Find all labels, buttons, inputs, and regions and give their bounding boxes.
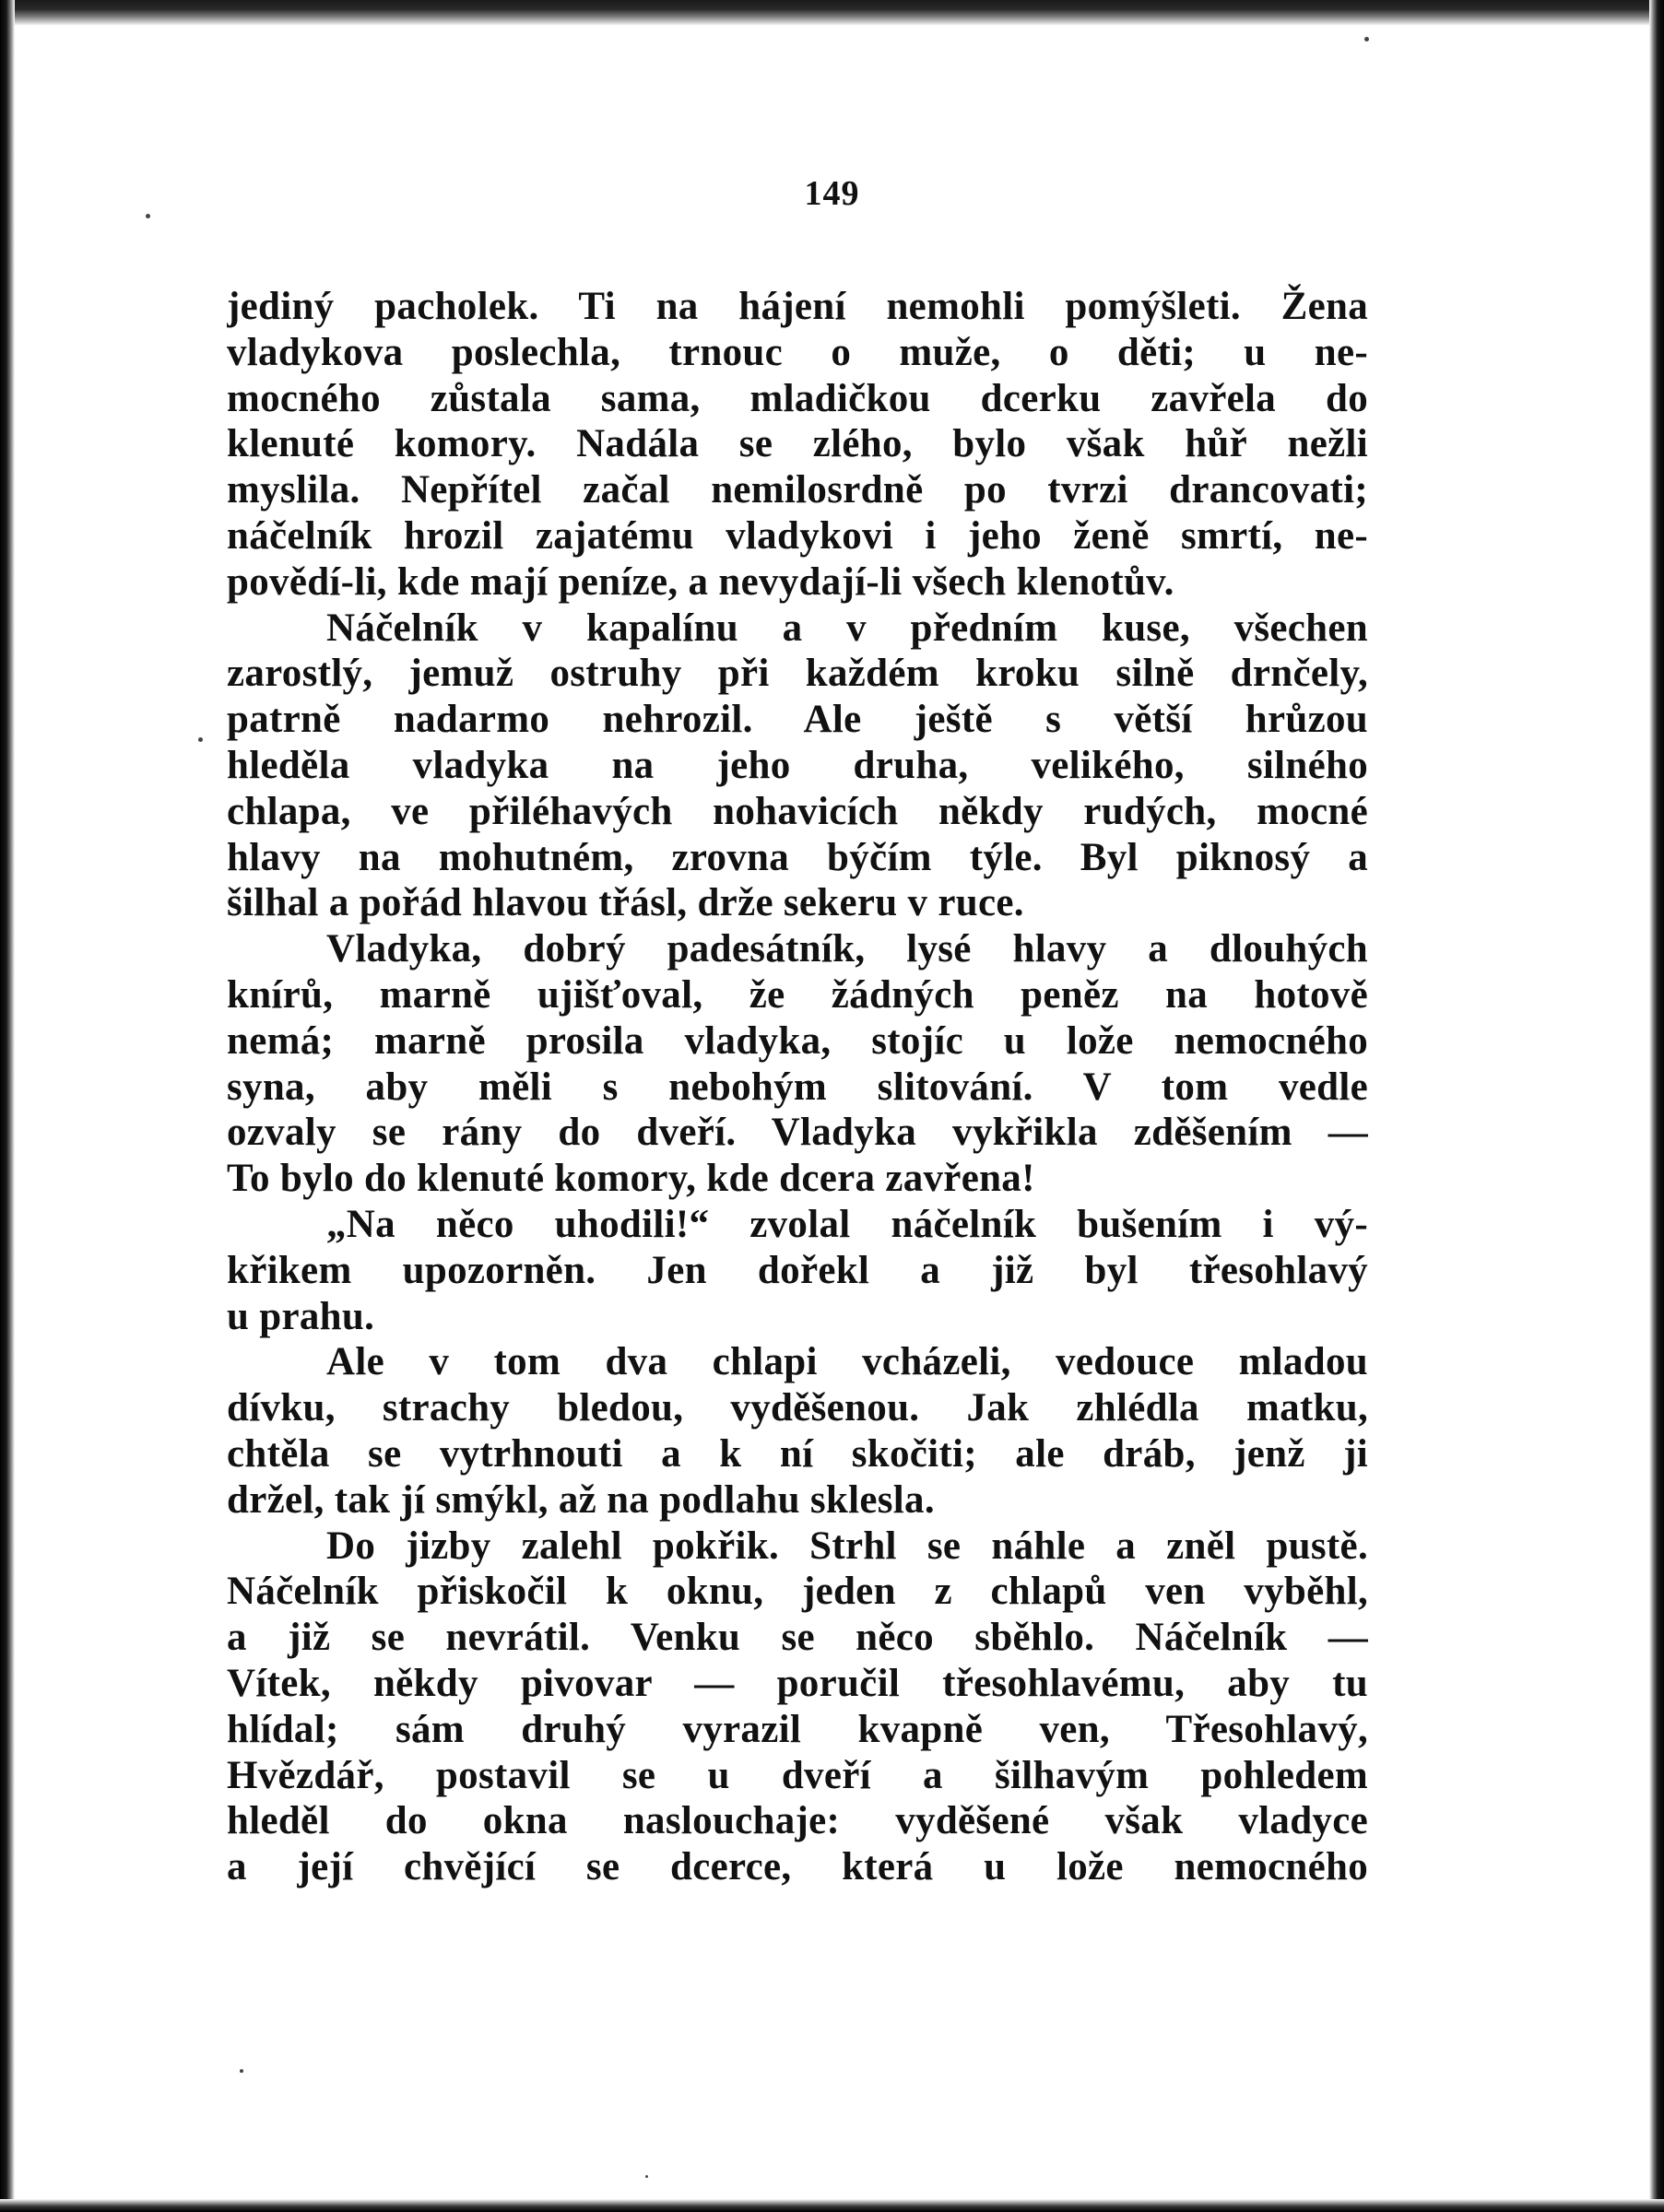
text-line: Ale v tom dva chlapi vcházeli, vedouce mladou	[326, 1340, 1368, 1384]
text-line: ozvaly se rány do dveří. Vladyka vykřikla zděšením —	[227, 1111, 1368, 1155]
scan-right-edge	[1649, 0, 1664, 2212]
scan-left-edge	[0, 0, 15, 2212]
text-line: šilhal a pořád hlavou třásl, drže sekeru v ruce.	[227, 881, 1024, 925]
text-line: myslila. Nepřítel začal nemilosrdně po tvrzi drancovati;	[227, 468, 1368, 512]
text-line: Vladyka, dobrý padesátník, lysé hlavy a dlouhých	[326, 927, 1368, 971]
scan-speck	[1364, 37, 1369, 41]
text-line: „Na něco uhodili!“ zvolal náčelník bušením i vý-	[326, 1202, 1368, 1246]
text-line: patrně nadarmo nehrozil. Ale ještě s větší hrůzou	[227, 698, 1368, 742]
text-line: a její chvějící se dcerce, která u lože nemocného	[227, 1845, 1368, 1889]
text-line: chlapa, ve přiléhavých nohavicích někdy rudých, mocné	[227, 789, 1368, 833]
text-line: u prahu.	[227, 1294, 375, 1338]
text-line: klenuté komory. Nadála se zlého, bylo však hůř nežli	[227, 422, 1368, 466]
text-line: dívku, strachy bledou, vyděšenou. Jak zhlédla matku,	[227, 1386, 1368, 1430]
text-line: vladykova poslechla, trnouc o muže, o děti; u ne-	[227, 330, 1368, 374]
text-line: hlídal; sám druhý vyrazil kvapně ven, Třesohlavý,	[227, 1707, 1368, 1751]
text-line: hlavy na mohutném, zrovna býčím týle. Byl piknosý a	[227, 835, 1368, 879]
text-line: Náčelník v kapalínu a v předním kuse, všechen	[326, 606, 1368, 650]
text-line: Náčelník přiskočil k oknu, jeden z chlapů ven vyběhl,	[227, 1570, 1368, 1614]
text-line: hleděla vladyka na jeho druha, velikého, silného	[227, 743, 1368, 787]
scan-speck	[240, 2069, 243, 2073]
text-line: mocného zůstala sama, mladičkou dcerku zavřela do	[227, 376, 1368, 420]
text-line: nemá; marně prosila vladyka, stojíc u lože nemocného	[227, 1018, 1368, 1063]
text-line: náčelník hrozil zajatému vladykovi i jeho ženě smrtí, ne-	[227, 513, 1368, 558]
text-line: povědí-li, kde mají peníze, a nevydají-li všech klenotův.	[227, 559, 1174, 604]
scan-bottom-edge	[0, 2199, 1664, 2212]
text-line: chtěla se vytrhnouti a k ní skočiti; ale dráb, jenž ji	[227, 1431, 1368, 1476]
body-text	[227, 284, 1368, 1890]
page-number: 149	[804, 174, 860, 213]
text-line: Do jizby zalehl pokřik. Strhl se náhle a zněl pustě.	[326, 1524, 1368, 1568]
text-line: jediný pacholek. Ti na hájení nemohli pomýšleti. Žena	[227, 285, 1368, 328]
scan-top-edge	[0, 0, 1664, 26]
scan-speck	[198, 737, 203, 742]
text-line: To bylo do klenuté komory, kde dcera zavřena!	[227, 1157, 1035, 1201]
text-line: syna, aby měli s nebohým slitování. V tom vedle	[227, 1065, 1368, 1109]
text-line: křikem upozorněn. Jen dořekl a již byl třesohlavý	[227, 1248, 1368, 1292]
text-line: hleděl do okna naslouchaje: vyděšené však vladyce	[227, 1799, 1368, 1843]
text-line: knírů, marně ujišťoval, že žádných peněz na hotově	[227, 972, 1368, 1017]
text-line: držel, tak jí smýkl, až na podlahu sklesla.	[227, 1477, 935, 1522]
text-line: a již se nevrátil. Venku se něco sběhlo. Náčelník —	[227, 1616, 1368, 1660]
text-line: Vítek, někdy pivovar — poručil třesohlavému, aby tu	[227, 1661, 1368, 1705]
scan-speck	[146, 214, 150, 218]
scan-speck	[645, 2175, 648, 2178]
text-line: zarostlý, jemuž ostruhy při každém kroku silně drnčely,	[227, 652, 1368, 696]
text-line: Hvězdář, postavil se u dveří a šilhavým pohledem	[227, 1753, 1368, 1797]
